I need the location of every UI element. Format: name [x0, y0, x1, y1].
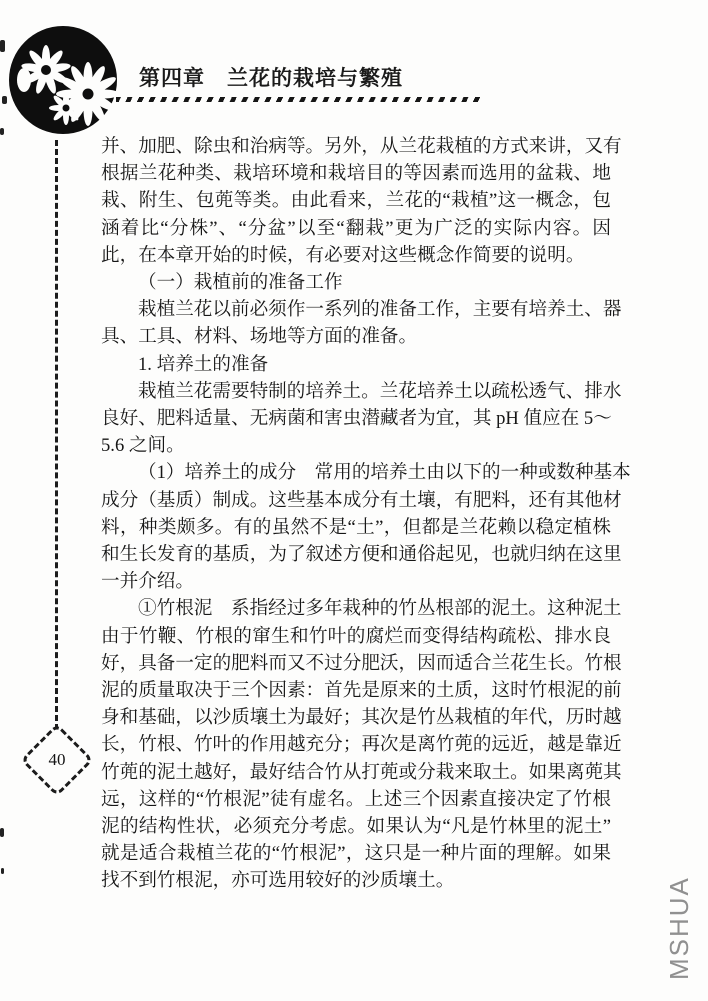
- text-line: 具、工具、材料、场地等方面的准备。: [101, 326, 418, 348]
- text-line: 料，种类颇多。有的虽然不是“土”，但都是兰花赖以稳定植株: [101, 516, 611, 538]
- text-line: 竹蔸的泥土越好，最好结合竹从打蔸或分栽来取土。如果离蔸其: [101, 761, 622, 783]
- text-line: 良好、肥料适量、无病菌和害虫潜藏者为宜，其 pH 值应在 5～: [101, 408, 612, 430]
- text-line: 涵着比“分株”、“分盆”以至“翻栽”更为广泛的实际内容。因: [101, 217, 611, 239]
- text-line: 由于竹鞭、竹根的窜生和竹叶的腐烂而变得结构疏松、排水良: [101, 625, 611, 647]
- scan-speck: [1, 868, 4, 874]
- page-number-badge: [20, 723, 94, 797]
- text-line: （1）培养土的成分 常用的培养土由以下的一种或数种基本: [138, 462, 631, 484]
- body-text: [101, 133, 631, 895]
- text-line: 一并介绍。: [101, 571, 194, 593]
- text-line: 身和基础，以沙质壤土为最好；其次是竹丛栽植的年代，历时越: [101, 707, 622, 729]
- chapter-title: 第四章 兰花的栽培与繁殖: [139, 66, 403, 90]
- text-line: 成分（基质）制成。这些基本成分有土壤，有肥料，还有其他材: [101, 489, 622, 511]
- page-number: 40: [48, 750, 66, 769]
- text-line: 栽植兰花需要特制的培养土。兰花培养土以疏松透气、排水: [138, 380, 622, 402]
- scan-speck: [0, 40, 5, 52]
- header-dashed-rule: [116, 97, 483, 102]
- text-line: 此，在本章开始的时候，有必要对这些概念作简要的说明。: [101, 244, 585, 266]
- text-line: 长，竹根、竹叶的作用越充分；再次是离竹蔸的远近，越是靠近: [101, 734, 622, 756]
- text-line: 泥的质量取决于三个因素：首先是原来的土质，这时竹根泥的前: [101, 680, 622, 702]
- text-line: 好，具备一定的肥料而又不过分肥沃，因而适合兰花生长。竹根: [101, 652, 622, 674]
- text-line: 5.6 之间。: [101, 435, 185, 457]
- text-line: 1. 培养土的准备: [138, 353, 269, 375]
- watermark-text: MSHUA: [664, 876, 694, 980]
- text-line: ①竹根泥 系指经过多年栽种的竹丛根部的泥土。这种泥土: [138, 598, 622, 620]
- text-line: 根据兰花种类、栽培环境和栽培目的等因素而选用的盆栽、地: [101, 163, 611, 185]
- scan-speck: [0, 828, 4, 837]
- text-line: 远，这样的“竹根泥”徒有虚名。上述三个因素直接决定了竹根: [101, 788, 611, 810]
- text-line: 就是适合栽植兰花的“竹根泥”，这只是一种片面的理解。如果: [101, 843, 611, 865]
- vertical-dashed-line: [55, 140, 58, 730]
- text-line: （一）栽植前的准备工作: [138, 272, 343, 294]
- text-line: 栽、附生、包蔸等类。由此看来，兰花的“栽植”这一概念，包: [101, 190, 611, 212]
- flower-stamp-icon: [8, 22, 118, 138]
- text-line: 找不到竹根泥，亦可选用较好的沙质壤土。: [101, 870, 455, 892]
- text-line: 和生长发育的基质，为了叙述方便和通俗起见，也就归纳在这里: [101, 544, 622, 566]
- text-line: 泥的结构性状，必须充分考虑。如果认为“凡是竹林里的泥土”: [101, 816, 611, 838]
- scan-speck: [0, 128, 4, 135]
- text-line: 栽植兰花以前必须作一系列的准备工作，主要有培养土、器: [138, 299, 622, 321]
- text-line: 并、加肥、除虫和治病等。另外，从兰花栽植的方式来讲，又有: [101, 136, 622, 157]
- scan-speck: [2, 96, 7, 104]
